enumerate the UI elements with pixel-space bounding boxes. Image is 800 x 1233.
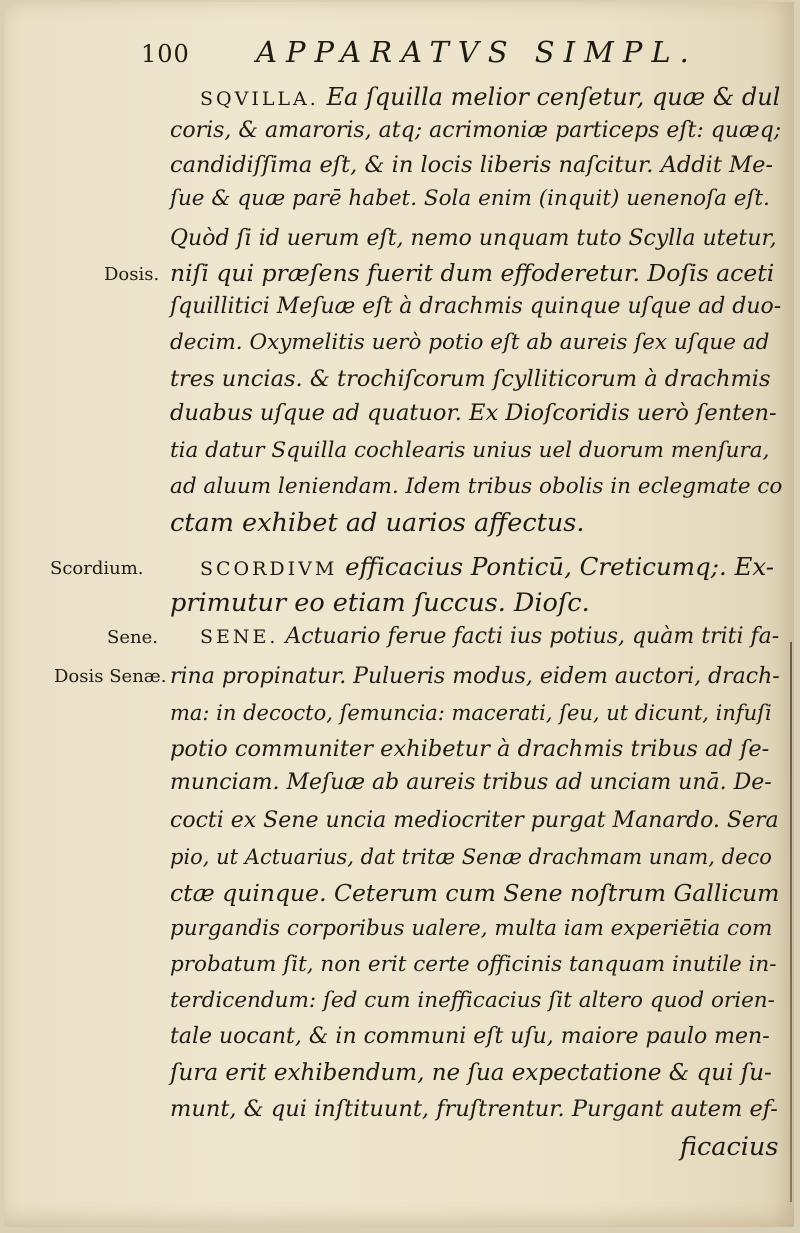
text-line: ſue & quæ parē habet. Sola enim (inquit) uenenoſa eſt. <box>170 186 770 211</box>
text-line: potio communiter exhibetur à drachmis tribus ad ſe- <box>170 736 770 762</box>
margin-note-sene: Sene. <box>107 627 158 648</box>
text-line: SQVILLA. Ea ſquilla melior cenſetur, quæ & dul <box>200 83 781 111</box>
section-heading-squilla: SQVILLA. <box>200 88 319 110</box>
text-line: cocti ex Sene uncia mediocriter purgat Manardo. Sera <box>170 808 779 833</box>
text-line: decim. Oxymelitis uerò potio eſt ab aureis ſex uſque ad <box>170 330 770 355</box>
text-line: candidiſſima eſt, & in locis liberis naſcitur. Addit Me- <box>170 152 774 178</box>
catchword: ficacius <box>680 1132 779 1162</box>
text-line: tres uncias. & trochiſcorum ſcylliticorum à drachmis <box>170 366 771 392</box>
book-page <box>4 2 794 1227</box>
text-line: duabus uſque ad quatuor. Ex Dioſcoridis uerò ſenten- <box>170 400 777 426</box>
running-title: APPARATVS SIMPL. <box>256 35 698 69</box>
text-line: ad aluum leniendam. Idem tribus obolis in eclegmate co <box>170 474 783 499</box>
text-line: primutur eo etiam ſuccus. Dioſc. <box>170 588 590 618</box>
section-heading-sene: SENE. <box>200 626 279 648</box>
margin-note-dosis: Dosis. <box>104 264 160 285</box>
text-line: Quòd ſi id uerum eſt, nemo unquam tuto Scylla utetur, <box>170 226 777 251</box>
margin-note-scordium: Scordium. <box>50 558 144 579</box>
text-line: tale uocant, & in communi eſt uſu, maiore paulo men- <box>170 1024 770 1049</box>
text-line: tia datur Squilla cochlearis unius uel duorum menſura, <box>170 438 770 463</box>
text-line: ma: in decocto, ſemuncia: macerati, ſeu, ut dicunt, infuſi <box>170 701 772 725</box>
margin-note-dosis-senae: Dosis Senæ. <box>54 666 167 687</box>
page-edge-rule <box>790 642 792 1202</box>
text-line: ſura erit exhibendum, ne ſua expectatione & qui ſu- <box>170 1060 772 1086</box>
text-line: SCORDIVM efficacius Ponticū, Creticumq;. Ex- <box>200 552 775 581</box>
text-line: ſquillitici Meſuæ eſt à drachmis quinque uſque ad duo- <box>170 294 782 319</box>
text-line: rina propinatur. Pulueris modus, eidem auctori, drach- <box>170 664 780 689</box>
text-line: ctæ quinque. Ceterum cum Sene noſtrum Gallicum <box>170 879 780 907</box>
text-line: SENE. Actuario ferue facti ius potius, quàm triti fa- <box>200 624 780 649</box>
text-line: coris, & amaroris, atq; acrimoniæ particeps eſt: quæq; <box>170 118 782 143</box>
text-line: munciam. Meſuæ ab aureis tribus ad unciam unā. De- <box>170 770 772 795</box>
text-line: probatum ſit, non erit certe officinis tanquam inutile in- <box>170 952 777 977</box>
text-line: ctam exhibet ad uarios affectus. <box>170 508 585 538</box>
text-line: purgandis corporibus ualere, multa iam experiētia com <box>170 916 773 941</box>
text-line: niſi qui præſens fuerit dum effoderetur. Doſis aceti <box>170 259 775 287</box>
section-heading-scordium: SCORDIVM <box>200 558 338 580</box>
page-number: 100 <box>141 40 190 68</box>
text-line: terdicendum: ſed cum inefficacius ſit altero quod orien- <box>170 988 775 1013</box>
text-line: pio, ut Actuarius, dat tritæ Senæ drachmam unam, deco <box>170 845 772 869</box>
text-line: munt, & qui inſtituunt, fruſtrentur. Purgant autem ef- <box>170 1096 778 1122</box>
